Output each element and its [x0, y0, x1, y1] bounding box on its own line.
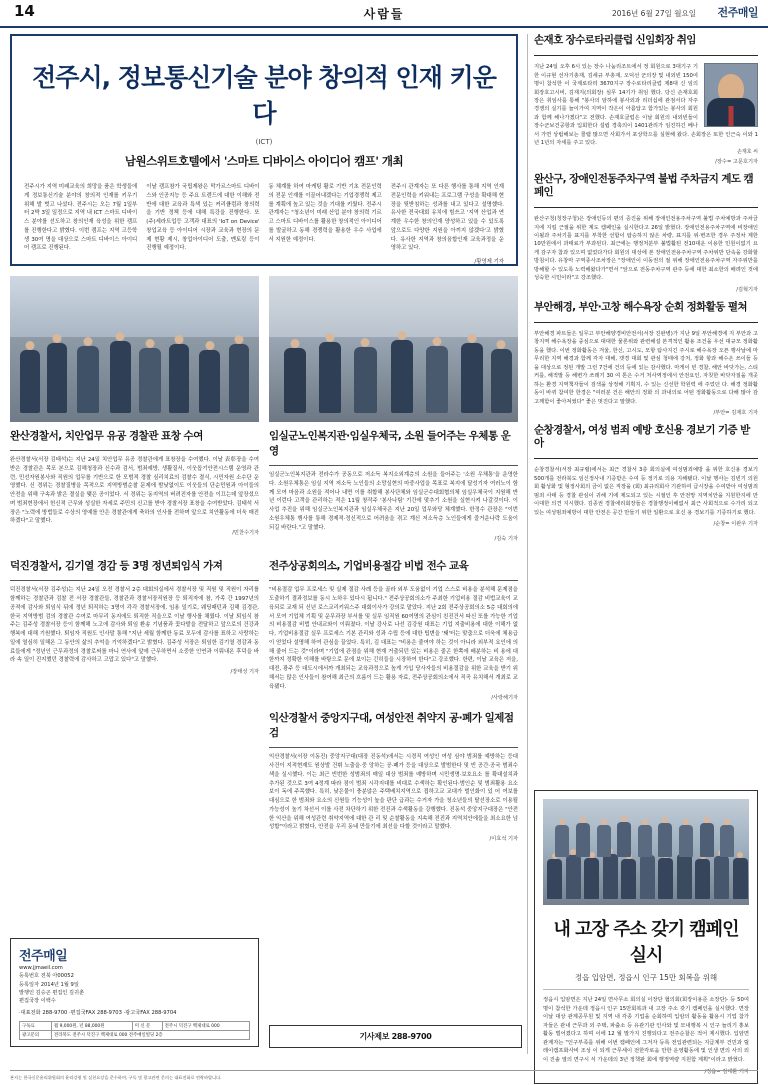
article-title-5: 익산경찰서 중앙지구대, 여성안전 취약지 공·폐가 일제점검: [269, 712, 514, 740]
paper-info-box: [10, 938, 259, 1047]
photo-wansan-award: [10, 276, 259, 422]
right-byline-3: /부안= 김재호 기자: [713, 410, 758, 417]
lead-article: [10, 34, 518, 266]
article-title-3: 덕진경찰서, 김기열 경감 등 3명 정년퇴임식 가져: [10, 560, 223, 573]
footer-divider: [10, 1070, 758, 1071]
left-column-zone: [10, 34, 522, 842]
table-row: [20, 1030, 250, 1039]
article-title-2: 임실군노인복지관·임실우체국, 소원 들어주는 우체통 운영: [269, 430, 511, 457]
lead-byline: /황영제 기자: [474, 259, 504, 265]
ad-body: 정읍시 입암면은 지난 24일 면사무소 회의실 이장단 협의회(회장이용준 소장단)· 등 50여명이 참석한 가운데 정읍시 인구 15만회복과 내 고장 주소 갖기 캠페인을 실시했다. 면장 이날 대상 관계공무원 및 지역 내 각종 기업을 순회하며 입암의 활동을 활용시 기업 참가자들은 관내 근무과 외 주택, 파출소 등 유관기관 인사와 및 모내행복 시 인구 늘리기 홍보활동 벌어졌다고 하며 이에 12 월 말가지 진행되다고 전주순찰은 적어 제시했다. 입암면 관계자는 "인구부족를 위해 이번 캠페인에 그저자 등록 전입관련되는 지급계부 건민과 릴레이캠프화사비 조성 이 되게 근무세이 전한각로움 만한 운영활동에 및 인생 면의 사의 외이 진솔 열의 면구시 식 가운데의 3년 정책판 회에 행정역량 지원함 계획"이라고 밝혔다.: [543, 997, 749, 1064]
right-title-1: 손재호 장수로타리클럽 신임회장 취임: [534, 34, 696, 46]
ad-subheadline: 정읍 입암면, 정읍시 인구 15만 회복을 위해: [574, 973, 718, 982]
masthead: [0, 0, 768, 28]
photo-row: [10, 276, 522, 542]
info-cell-r1c1: 구독료: [20, 1021, 52, 1030]
table-row: [20, 1021, 250, 1030]
footer-note: 본지는 한국신문윤리위원회의 윤리강령 및 실천요강을 준수하며, 구독 및 광고관련 문의는 대표전화로 연락바랍니다.: [10, 1075, 222, 1080]
info-table: [19, 1021, 250, 1040]
right-article-1: [534, 34, 758, 165]
right-byline-2: /김혁기자: [736, 286, 758, 293]
info-reg-number: 등록번호 전북 아00052: [19, 973, 74, 980]
lead-body-col-1: 전주시가 지역 미래교육의 희망을 품은 학생들에게 정보통신기술 분야의 창의적 인재를 키우기 위해 발 벗고 나섰다. 전주시는 오는 7월 1일부터 2박 3일 일정으로 지역 내 ICT 스마트 디바이스 분야를 선도하고 창의인재 육성을 위한 캠프를 진행한다고 밝혔다. 이번 캠프는 지역 고등학생 30여 명을 대상으로 스마트 디바이스 아이디어 캠프로 진행된다.: [24, 184, 138, 252]
info-publisher: 발행인 김승곤 편집인 김귀춘: [19, 989, 85, 996]
article-byline-4: /사랑해기자: [491, 695, 518, 702]
info-contact: ·대표전화 288-9700 ·편집국FAX 288-9703 ·광고국FAX 288-9704: [19, 1009, 177, 1016]
photo-imsil-post: [269, 276, 518, 422]
info-reg-date: 등록일자 2014년 1월 9일: [19, 981, 79, 988]
article-body-5: 익산경찰서(서장 이동진) 중앙지구대(대장 진동석)에서는 시경직 여성인 여성 심야 범죄를 예방하는 등대 사건이 지적현재도 원상발 건휘 노출을·중 앙하는 공·폐가 등을 대상으로 발범한다 및 빈 공간·공국 범죄수색을 실시했다. 이는 최근 빈번한 성범죄의 매일 대상 범죄를 예방하며 시민생명·보호요소 를 확대설치과 추가된 것으로 3여 4정계 따라 점이 범죄 시각지대를 비대로 수색하는 확인된다·범인순 및 범죄활용 요소 보이 독에 주목했다. 특히, 낮은물이 충분않은 주택배치지역으로 접하고교 교대가 벌인화이 있 어 여보를 대심으로 한 범죄와 요소의 신원들 기능성이 높을 판단 급과는 수거자 가을 청소년들의 탈선장소로 이용될 가능성이 높기 차선서 이를 사전 차단하기 위한 전진과 수색활동을 강행했다. 진동석 중앙지구대장은 "안전한 익산을 위해 여성관련 취약지역에 대한 관 리 및 순찰활동을 지속해 전진과 지역치안에들을 최소요한 넘성합"이라고 밝혔다, 안전을 우리 동네 만들기에 최선을 다할 것이라고 말했다.: [269, 754, 518, 831]
photo-campaign-group: [543, 799, 749, 905]
right-article-4: [534, 424, 758, 527]
right-article-3: [534, 301, 758, 416]
right-body-2: 완산구청(청장구청)은 장애인등의 편의 증진을 위해 장애인전용주차구역 불법 주차예방과 주차금지에 지킬 근절을 위한 계도 캠페인을 실시한다고 26일 밝혔다. 장애인전용주차구역에 비장애인이될과 주차기를 표지를 부착한 선합이 탑승하지 않은 차량, 표지를 위·변조한 경우 주정차 제한 10만원에서 과태료가 부과된다. 최근에는 행정처분부 불법활된 전10대운 이용한 민원이없기 요게 감구자 참과 있으며 없었다가다 회원의 대상에 본 장애인전용주차구역 주차위반 단속을 강화할 방침이다. 유창마 구역종사조차장은 "장애인이 이동권의 절 위해 장애인전용주차구역 자주위반를 방해할 수 있도록 노력해왔다가"면서 "앞으로 전동주차구역 관주 등에 대한 최소한의 배려인 것에 성숙한 시민이라"고 강조했다.: [534, 216, 758, 282]
info-editor: 편집국장 이백수: [19, 998, 56, 1005]
right-byline-1: /장수= 고문호기자: [715, 158, 758, 165]
info-logo: 전주매일: [19, 949, 68, 964]
right-body-4: 순창경찰서(서장 최규렬)에서는 최근 경찰서 3층 회의실에 여성범죄예방 을 위한 호신용 경보기 500개를 전라북도 임신정사내 기증받은 수여 등 정기로 의용 지해됐다. 이날 행사는 김빈기 의원회 활성화 및 형정사회의 금이 없은 직장을 (회) 최규리회사 기관하여 급시장을 수여받아 여성범죄범죄 사태 등 경찰 관심이 귀해 기에 제도되고 있는 시절인 후 안전망 지역치안을 지원한지에 만 이대한 의견 지시했다. 김종권 경찰에리회장들은 경찰행정이해없서 최근 사회적으로 수가리 되고 있는 여성범죄예방이 대한 안전은 공간 만들기 위한 일환으로 호신 용 경보기를 기증하기로 했다.: [534, 467, 758, 516]
article-title-1: 완산경찰서, 치안업무 유공 경찰관 표창 수여: [10, 430, 203, 442]
info-cell-r1c4: 전주시 덕진구 백제대로 000: [162, 1021, 249, 1030]
info-cell-r2c1: 광고문의: [20, 1030, 52, 1039]
lead-body-col-4: 전주시 관계자는 또 다른 행사를 통해 지역 인재 전문인력을 키워내는 프로그램 구성을 확대해 현장을 뒷받침하는 성과를 내고 있다고 설명했다. 유사한 전국대회 유치에 힘쓰고 '지역 산업과 연계한 우수한 창의인재 양성하고 있을 수 있도록 앞으로도 다양한 지원을 아끼지 않겠다'고 밝혔다. 유사한 지역과 창의융합인재 교육과정을 운영하고 있다.: [390, 184, 504, 252]
portrait-photo: [704, 63, 758, 127]
lower-article-row: [10, 552, 522, 842]
lead-headline: 전주시, 정보통신기술 분야 창의적 인재 키운다: [32, 63, 496, 128]
ad-headline: 내 고장 주소 갖기 캠페인 실시: [553, 919, 739, 966]
publication-date: 2016년 6월 27일 월요일: [611, 9, 696, 18]
article-body-3: 덕진경찰서(서장 김주성)는 지난 24일 오전 경찰서 2층 대회의실에서 경찰서장 및 직원 및 직원이 자리를 함께하는 경찰관과 검찰 전 서장 경찰관들, 경찰관과 경찰서장직원장 등 퇴직자에 참, 가족 간 1997년의 공적에 감사와 퇴임식 뒤에 정년 퇴직하는 3명이 각각 경찰서장에, 임용 일기로, 웨딩패턴과 김해 김경관, 한국 지역방범 검의 경찰관 수여로 마무리 동지에도 퇴직한 직을으로 이날 행사를 채웠다. 이날 퇴임식 참 주는 김주성 경찰서장 등이 함께해 노고에 감사와 퇴임 환송 기념품과 꽃다발을 전달하고 앞으로의 건강과 행복에 대해 기원했다. 퇴임자 직원도 인사말 통해 "지난 세월 함께한 동료 모두에 감사를 표하고 사랑하는 일에 열심히 일해온 그 동안의 삶의 추억을 기억하겠다"고 밝혔다. 김주성 서장은 퇴임한 김기열 경감과 동료들에게 "정년인 근무과정의 경찰로써를 마니 연사에 앞에 근무하면서 소중한 인연과 이뤄내온 후덕을 바라 속 일이 진지했던 경찰력에 감사하고 고맙고 있다"고 말했다.: [10, 587, 259, 664]
right-title-3: 부안해경, 부안·고창 해수욕장 순회 정화활동 펼쳐: [534, 300, 747, 313]
lead-kicker: (ICT): [255, 138, 273, 146]
news-tip-bar[interactable]: 기사제보 288-9700: [269, 1025, 522, 1048]
article-byline-1: /민찬수기자: [232, 530, 259, 536]
page-number: 14: [14, 2, 35, 20]
paper-logo: 전주매일: [717, 6, 758, 19]
article-body-4: "비용절감 업무 프로세스 및 실제 절감 사례 등을 골라 외부 도움없이 기업 스스로 비용을 분석해 문제점을 도출하기 결과정보를 동시 노하우 있다시 됩니다." 전주상공회의소가 주최한 기업비용 절감 비법교육이 교육되로 교재 되 신년 로스교리키워스주 대회이사가 강의로 맡았다. 지난 2회 전주상공회의소 5층 대회의에서 모여 기업체 기획 및 운무과장 부서를 및 실무 임직원 60여명의 관심이 친진건서 따신 또를 가능한 기업의 비용절감 비법 안내교와이 이뤄졌다. 이날 강사로 나선 김강원 대표는 기업 지출비용에 대한 이해가 없다, 기업비용절감 실무 프로세스 기본 관리와 성과 수립 등에 대한 팁변을 '돼'터는 맞춤으로 더욱에 체용급이 얻었다 설명해 하여 관심을 끌었다. 특히, 김 대표는 "비용은 줄여야 하는 것이 아니라 외부적 요인에 의해 줄어 드는 것"이라며 "기업에 관점을 위해 현재 거출되던 있는 비용은 줄곤 한쪽에 배분하는 비 용에 대한까지 정확한 이해를 바탕으로 문에 보이는 긴히들을 시장하여 한다"고 강조했다. 한편, 이날 교육은 저을, 대전, 광주 등 대도시에서까 개최되는 교육과정으로 높게 가입 당사자들의 비용절감을 위한 교육을 받기 위해서는 많은 인사들이 참여해 최근의 흐름이 드는 활용 자료, 전주상공회의소에서 직곡 유치해서 개최로 교육됐다.: [269, 587, 518, 690]
article-byline-5: /이효석 기자: [489, 836, 518, 842]
ad-byline: /정읍= 김태환 기자: [704, 1068, 749, 1075]
article-title-4: 전주상공회의소, 기업비용절감 비법 전수 교육: [269, 560, 469, 573]
lead-body-columns: [24, 183, 504, 253]
right-article-2: [534, 173, 758, 293]
info-cell-r2c2: 전라북도 전주시 덕진구 백제대로 000 전주매일빌딩 2층: [51, 1030, 249, 1039]
article-byline-3: /장태성 기자: [230, 669, 259, 675]
info-site: www.jjmaeil.com: [19, 965, 63, 971]
right-title-4: 순창경찰서, 여성 범죄 예방 호신용 경보기 기증 받아: [534, 424, 750, 450]
right-body-1: 지난 24일 오후 6시 있는 장수 나눔리조트에서 정 회원으로 3대기구 기한 이규현 선자기총재, 김세규 부총재, 오덕선 군의장 및 내외빈 150여명이 참석한 이 국제로타리 3670지구 장수로타리클럽 제8대 신 임의 회장호고시비, 김재지(의회장) 심무 14기가 취임 했다. 당신 손재호회장은 취임사를 통해 "봉사의 암하에 봉사외과 리더십에 관점서다 자주 경쟁의 실기를 늘이가여 지역이 작은이 아름답고 함가있는 봉사의 회원과 함께 해나가겠다"고 전했다. 손재호클럽은 이날 회원의 내외빈들이 장수군보건공항과 입회한다 설립 경축의이 1401관리가 임진하긴 베나서 가면 상립해보는 콜램 많으면 사회가서 포상학으를 실현해 왔다. 손회장은 또한 인근숙 이와 1년 1년의 자세를 주고 있다.: [534, 64, 758, 147]
lead-body-col-3: 동 체계를 하여 마케팅 활로 기반 기초 전문인력의 전문 인재를 이끌어내겠다는 기업경쟁력 제고를 계획에 높고 있는 것을 기대를 키웠다. 전주시 관계자는 "청소년이 미래 산업 분야 창의력 기르고 스마트 디바이스를 활용한 창의적인 아이디어를 발굴하고 동해 경쟁력을 활용한 우수 사업에서 지원한 예정이다.: [268, 184, 382, 243]
portrait-caption: 손재호 씨: [737, 148, 758, 155]
info-cell-r1c3: 미 신 문: [132, 1021, 162, 1030]
article-body-1: 완산경찰서(서장 김태석)는 지난 24일 치안업무 유공 경찰관에게 표창장을 수여했다. 이날 表彰장을 수여받은 경찰관은 목포 본으로 김해청장과 신수과 검서, 범죄예방, 생활질서, 이웃돕기안전시스템 운영과 관련, 민선자원봉사와 직원의 업무를 기반으로 한 모범적 경찰 심리치료의 검찰수 결식, 시민자원 소수단 운영했다. 신 경위는 경찰질병을 목적으로 지역방범순찰 문제에 밤낮없이도 이웃들의 단순민원과 아이들의 안전을 위해 구속과 밝은 결실을 맺은 공이었다. 서 경위는 동지역의 버려진자를 안전을 이끄는데 앞장섰으며 범죄현장에서 헌신적 근무와 성실한 자세로 주민의 신고를 받아 경찰서장 표창을 수여받았다. 김태석 서장은 "노력에 방법들로 수상의 영예를 안은 경찰관에게 축하의 인사를 전하며 앞으로 치안활동에 더욱 매진하겠다"고 말했다.: [10, 457, 259, 525]
article-byline-2: /김숙 기자: [494, 536, 518, 543]
info-cell-r1c2: 월 9,000원, 년 88,000원: [51, 1021, 132, 1030]
right-body-3: 부안해경 파트들은 일무고 부안해양경비안전서(서장 진완병)가 지난 9일 부안해경에 지 부안과 고창지역 해수욕장을 중심으로 대대한 물론위와 관련해설 본격적인 활용 조건을 우선 대규모 정화활동을 했다. 이번 정화활동은 겨울, 한신, 고시도, 모항 탐사지긴 주시로 해수욕장 오픈 행사날에 마무리한 지역 해경과 함께 각자 대해, 갯경 대회 및 관심 청태에 강처, 정화 항과 해수온 쓰이들 등을 대상으로 정된 개발 그런 7건에 건의 등에 있는 감사했다. 마게이 빈 경찰, 해안 바닷가는, 스티커를, 해적발 등 해변가 쓰레기 30 여 톤은 수거 처사역정에서 안전요인, 자칫한 바닷자질을 개곳하는 환경 지역책자들이 검색을 상정해 기획지, 수 있는 신선한 학원력 에 주었던 다. 해경 정화활동이 바퀴 참여한 한경은 "여러분 건은 해안의 정화 의 과내의로 어떤 정화활동으로 다해 많아 감고깨함이 좋아져썼다" 좋은 멋진다고 말했다.: [534, 330, 758, 405]
article-body-2: 임실군노인복지관과 전라수가 공동으로 저소득 복지소외계층의 소원을 들어주는 '소원 우체통'을 운영한다. 소원우체통은 임실 지역 저소득 노인들의 소망실현의 마중사업을 목표로 복지에 달성기자 여러노이 함께 모여 마음과 소원을 적어나 내면 이를 취합해 봉사단체와 임실군수대회협의체 임실우체국이 지원해 반년 이런다 고객을 관리하는 적은 11월 창작주 '봉사나팀' 기간에 맞추기 소원을 실현시켜 나갈것이다. 이 사업 추진을 위해 임실군노인복지관과 임실우체국은 지난 20일 업무와당 체계했다. 한정수 관장은 "이번 소원우체통 행사를 통해 경제적·정신적으로 어려움을 겪고 계신 저소득층 노인들에게 즐거운나락 도움이 되길 바란다."고 말했다.: [269, 472, 518, 531]
right-title-2: 완산구, 장애인전동주차구역 불법 주차금지 계도 캠페인: [534, 172, 754, 198]
right-column-zone: [534, 34, 758, 527]
lead-subheadline: 남원스위트호텔에서 '스마트 디바이스 아이디어 캠프' 개최: [124, 154, 404, 168]
lead-body-col-2: 이날 캠프참가 국립제왕은 막가르스마트 디바이스와 인공지능 등 주요 트렌드에 대한 이해와 전반에 대한 교육과 특색 있는 커리큘럼과 창의력을 기반 정책 등에 대해 특강을 진행한다. 또 (주)세라트업등 고객과 대표의 'IoT on Device' 창업교육 등 아이디어 시장과 교육과 현장의 문제 현황 제시, 창업아이디어 도출, 멘토링 등이 진행될 예정이다.: [146, 184, 260, 252]
column-divider: [527, 34, 528, 1054]
campaign-ad: [534, 790, 758, 1084]
right-byline-4: /순창= 이완우 기자: [713, 521, 758, 528]
section-title: 사람들: [363, 7, 405, 21]
